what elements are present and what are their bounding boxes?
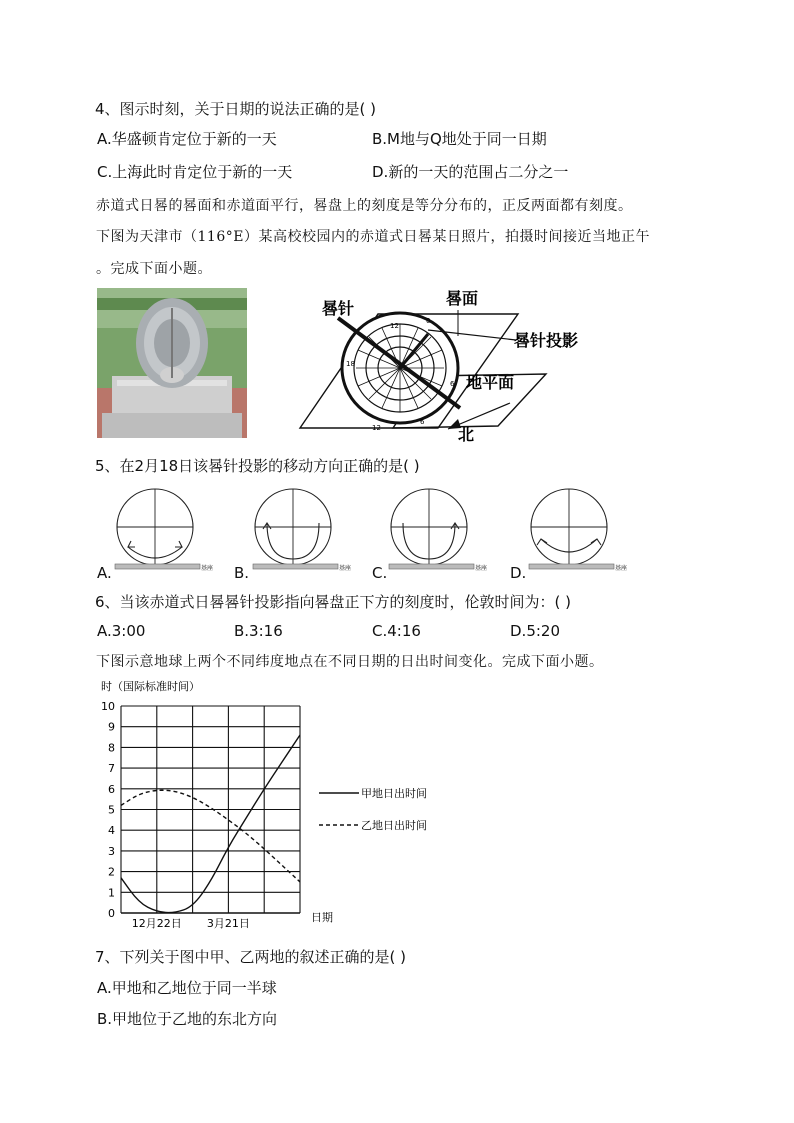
dial-tick-left: 18 bbox=[346, 360, 355, 368]
sunrise-chart bbox=[95, 676, 455, 938]
passage1-line1: 赤道式日晷的晷面和赤道面平行，晷盘上的刻度是等分分布的，正反两面都有刻度。 bbox=[96, 198, 633, 214]
dial-tick-right: 6 bbox=[450, 380, 455, 388]
q4-option-d: D.新的一天的范围占二分之一 bbox=[372, 163, 569, 181]
q5-b-base: 基座 bbox=[339, 565, 352, 572]
dial-tick-bottom-right: 6 bbox=[420, 418, 425, 426]
legend-label: 乙地日出时间 bbox=[361, 819, 427, 832]
label-north: 北 bbox=[458, 425, 475, 444]
q5-c-base: 基座 bbox=[475, 565, 488, 572]
q5-figure-c bbox=[389, 489, 487, 572]
q4-option-c: C.上海此时肯定位于新的一天 bbox=[97, 163, 293, 181]
x-tick-label: 3月21日 bbox=[206, 917, 250, 930]
y-tick-label: 3 bbox=[108, 844, 115, 858]
y-tick-label: 8 bbox=[108, 741, 115, 755]
y-tick-label: 0 bbox=[108, 907, 115, 920]
q7-option-b: B.甲地位于乙地的东北方向 bbox=[97, 1010, 278, 1028]
q6-stem: 6、当该赤道式日晷晷针投影指向晷盘正下方的刻度时，伦敦时间为：( ) bbox=[95, 593, 572, 611]
q6-option-a: A.3:00 bbox=[97, 622, 146, 640]
q5-stem: 5、在2月18日该晷针投影的移动方向正确的是( ) bbox=[95, 457, 420, 475]
label-ground: 地平面 bbox=[466, 373, 515, 392]
y-tick-label: 4 bbox=[108, 824, 115, 838]
q5-figures bbox=[95, 487, 635, 582]
sundial-diagram bbox=[298, 286, 598, 444]
q5-option-c: C. bbox=[372, 564, 388, 582]
y-tick-label: 6 bbox=[108, 782, 115, 796]
q6-option-b: B.3:16 bbox=[234, 622, 283, 640]
y-tick-label: 5 bbox=[108, 803, 115, 817]
q5-option-b: B. bbox=[234, 564, 250, 582]
y-tick-label: 1 bbox=[108, 886, 115, 900]
q6-option-c: C.4:16 bbox=[372, 622, 421, 640]
dial-tick-bottom: 12 bbox=[372, 424, 381, 432]
label-shadow: 晷针投影 bbox=[514, 331, 579, 350]
series-line-yi bbox=[121, 790, 300, 882]
y-tick-label: 10 bbox=[101, 700, 115, 713]
q5-d-base: 基座 bbox=[615, 565, 628, 572]
q6-option-d: D.5:20 bbox=[510, 622, 561, 640]
q7-option-a: A.甲地和乙地位于同一半球 bbox=[97, 979, 277, 997]
y-tick-label: 2 bbox=[108, 865, 115, 879]
dial-tick-top-left: 12 bbox=[390, 322, 399, 330]
q4-option-b: B.M地与Q地处于同一日期 bbox=[372, 130, 547, 148]
chart-ylabel: 时（国际标准时间） bbox=[101, 680, 200, 693]
x-tick-label: 12月22日 bbox=[131, 917, 182, 930]
q5-figure-b bbox=[253, 489, 351, 572]
y-tick-label: 9 bbox=[108, 720, 115, 734]
dial-tick-top: 0 bbox=[426, 317, 431, 325]
q5-figure-a bbox=[115, 489, 213, 572]
label-dial-face: 晷面 bbox=[446, 289, 479, 308]
label-gnomon: 晷针 bbox=[322, 299, 355, 318]
chart-xlabel: 日期 bbox=[311, 911, 333, 924]
q4-option-a: A.华盛顿肯定位于新的一天 bbox=[97, 130, 277, 148]
q5-figure-d bbox=[529, 489, 627, 572]
q5-option-a: A. bbox=[97, 564, 112, 582]
passage1-line3: 。完成下面小题。 bbox=[96, 261, 212, 277]
q5-a-base: 基座 bbox=[201, 565, 214, 572]
q4-stem: 4、图示时刻，关于日期的说法正确的是( ) bbox=[95, 100, 377, 118]
sundial-photo bbox=[97, 288, 247, 438]
y-tick-label: 7 bbox=[108, 762, 115, 776]
passage2-line: 下图示意地球上两个不同纬度地点在不同日期的日出时间变化。完成下面小题。 bbox=[96, 654, 604, 670]
passage1-line2: 下图为天津市（116°E）某高校校园内的赤道式日晷某日照片，拍摄时间接近当地正午 bbox=[96, 229, 650, 245]
q5-option-d: D. bbox=[510, 564, 527, 582]
legend-label: 甲地日出时间 bbox=[361, 787, 427, 800]
q7-stem: 7、下列关于图中甲、乙两地的叙述正确的是( ) bbox=[95, 948, 407, 966]
series-line-jia bbox=[121, 735, 300, 913]
